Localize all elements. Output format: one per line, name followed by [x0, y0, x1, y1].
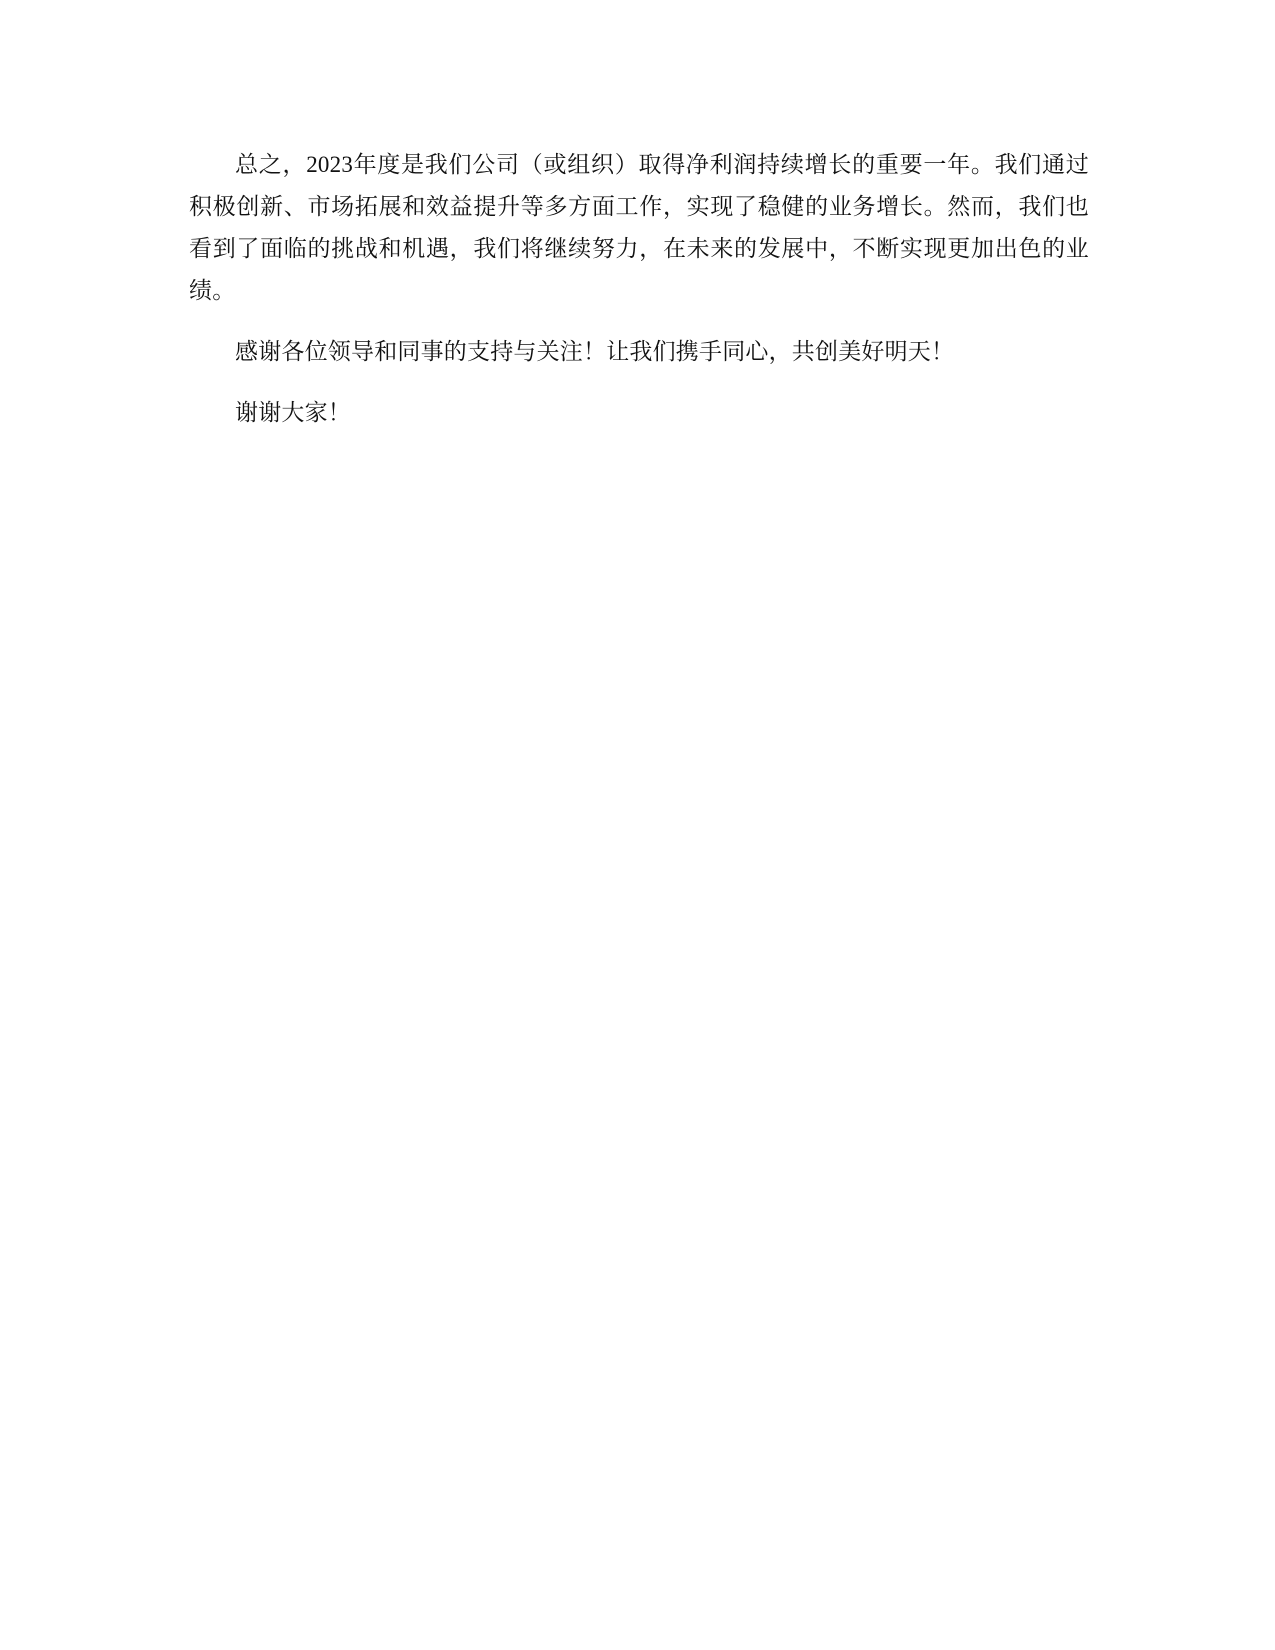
thanks-paragraph: 感谢各位领导和同事的支持与关注！让我们携手同心，共创美好明天！ [235, 339, 955, 364]
summary-paragraph: 总之，2023年度是我们公司（或组织）取得净利润持续增长的重要一年。我们通过积极创新、市场拓展和效益提升等多方面工作，实现了稳健的业务增长。然而，我们也看到了面临的挑战和机遇，我们将继续努力，在未来的发展中，不断实现更加出色的业绩。 [189, 152, 1089, 303]
closing-paragraph: 谢谢大家！ [235, 400, 351, 425]
document-body [189, 144, 1089, 453]
